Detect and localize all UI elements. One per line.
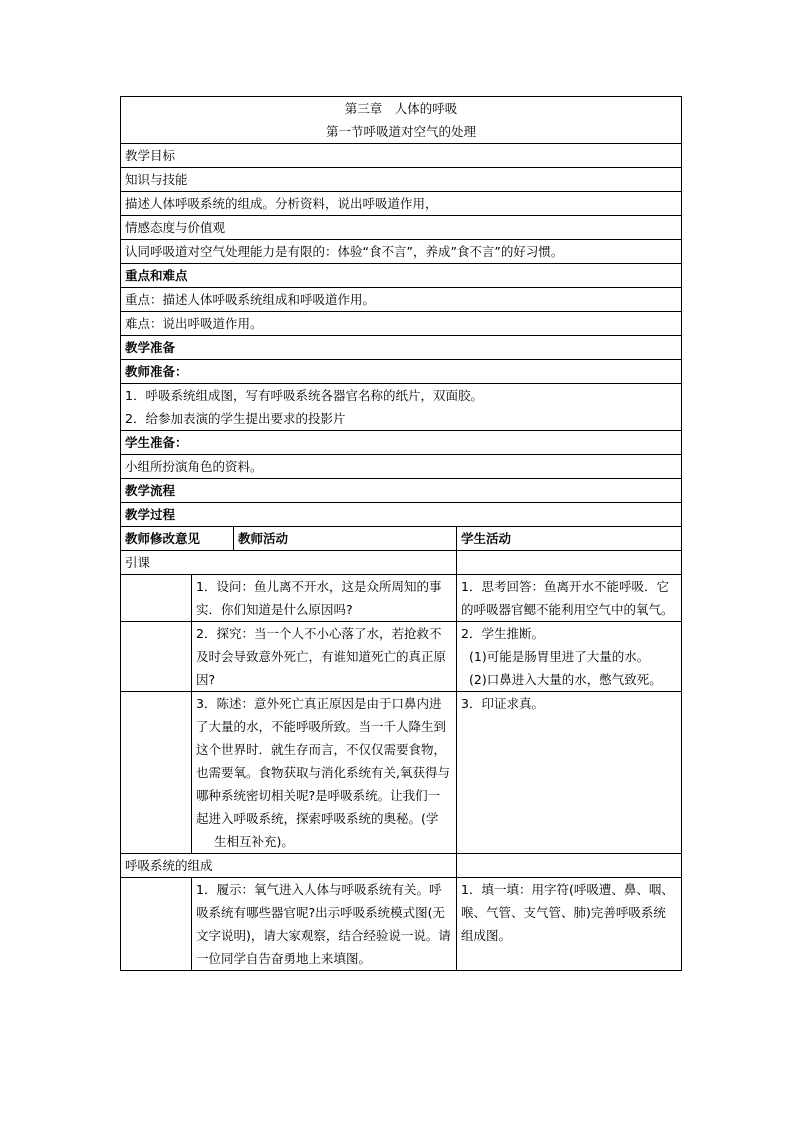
composition-section-label: 呼吸系统的组成 [121,854,457,878]
student-activity: 2．学生推断。 [461,626,544,641]
student-activity: 1．思考回答：鱼离开水不能呼吸．它的呼吸器官鳃不能利用空气中的氧气。 [457,575,682,622]
teacher-prep-item-2: 2．给参加表演的学生提出要求的投影片 [125,411,346,426]
intro-section-blank [457,551,682,575]
edit-cell [121,575,192,622]
teacher-activity: 3．陈述：意外死亡真正原因是由于口鼻内进了大量的水，不能呼吸所致。当一千人降生到这个世界时．就生存而言，不仅仅需要食物，也需要氧。食物获取与消化系统有关,氧获得与哪种系统密切相关呢?是呼吸系统。让我们一起进入呼吸系统，探索呼吸系统的奥秘。(学 [196,696,450,826]
lesson-plan-page [120,96,681,971]
student-activity-cell [457,622,682,692]
teacher-activity: 1．履示：氧气进入人体与呼吸系统有关。呼吸系统有哪些器官呢?出示呼吸系统模式图(无文字说明)，请大家观察，结合经验说一说。请一位同学自告奋勇地上来填图。 [192,878,457,971]
column-teacher: 教师活动 [234,527,457,551]
column-edit: 教师修改意见 [121,527,234,551]
teacher-activity: 2．探究：当一个人不小心落了水，若抢救不及时会导致意外死亡，有谁知道死亡的真正原因? [192,622,457,692]
emotion-text: 认同呼吸道对空气处理能力是有限的：体验“食不言”，养成”食不言”的好习惯。 [121,240,682,264]
prep-header: 教学准备 [121,336,682,360]
teacher-activity: 1．设问：鱼儿离不开水，这是众所周知的事实．你们知道是什么原因吗? [192,575,457,622]
goals-header: 教学目标 [121,144,682,168]
lesson-plan-table [120,96,682,971]
student-prep-header: 学生准备： [121,431,682,455]
edit-cell [121,878,192,971]
student-activity-sub-2: (2)口鼻进入大量的水，憋气致死。 [469,672,662,687]
column-student: 学生活动 [457,527,682,551]
teacher-prep-header: 教师准备： [121,360,682,384]
intro-section-label: 引课 [121,551,457,575]
column-header-row [121,527,682,551]
table-row [121,575,682,622]
knowledge-header: 知识与技能 [121,168,682,192]
edit-cell [121,692,192,854]
knowledge-text: 描述人体呼吸系统的组成。分析资料，说出呼吸道作用， [121,192,682,216]
student-activity: 3．印证求真。 [457,692,682,854]
key-header: 重点和难点 [121,264,682,288]
table-row [121,622,682,692]
emotion-header: 情感态度与价值观 [121,216,682,240]
student-activity: 1．填一填：用字符(呼吸遭、鼻、咽、喉、气管、支气管、肺)完善呼吸系统组成图。 [457,878,682,971]
teacher-prep-item-1: 1．呼吸系统组成图，写有呼吸系统各器官名称的纸片，双面胶。 [125,388,483,403]
flow-header: 教学流程 [121,479,682,503]
section-title: 第一节呼吸道对空气的处理 [326,124,477,139]
teacher-prep-cell [121,384,682,431]
teacher-activity-cell [192,692,457,854]
key-point: 重点：描述人体呼吸系统组成和呼吸道作用。 [121,288,682,312]
title-cell [121,97,682,144]
student-activity-sub-1: (1)可能是肠胃里进了大量的水。 [469,649,650,664]
chapter-title: 第三章 人体的呼吸 [344,101,458,116]
difficulty: 难点：说出呼吸道作用。 [121,312,682,336]
process-header: 教学过程 [121,503,682,527]
student-prep-text: 小组所扮演角色的资料。 [121,455,682,479]
table-row [121,878,682,971]
title-row [121,97,682,144]
edit-cell [121,622,192,692]
table-row [121,692,682,854]
teacher-activity-tail: 生相互补充)。 [214,834,294,849]
composition-section-blank [457,854,682,878]
